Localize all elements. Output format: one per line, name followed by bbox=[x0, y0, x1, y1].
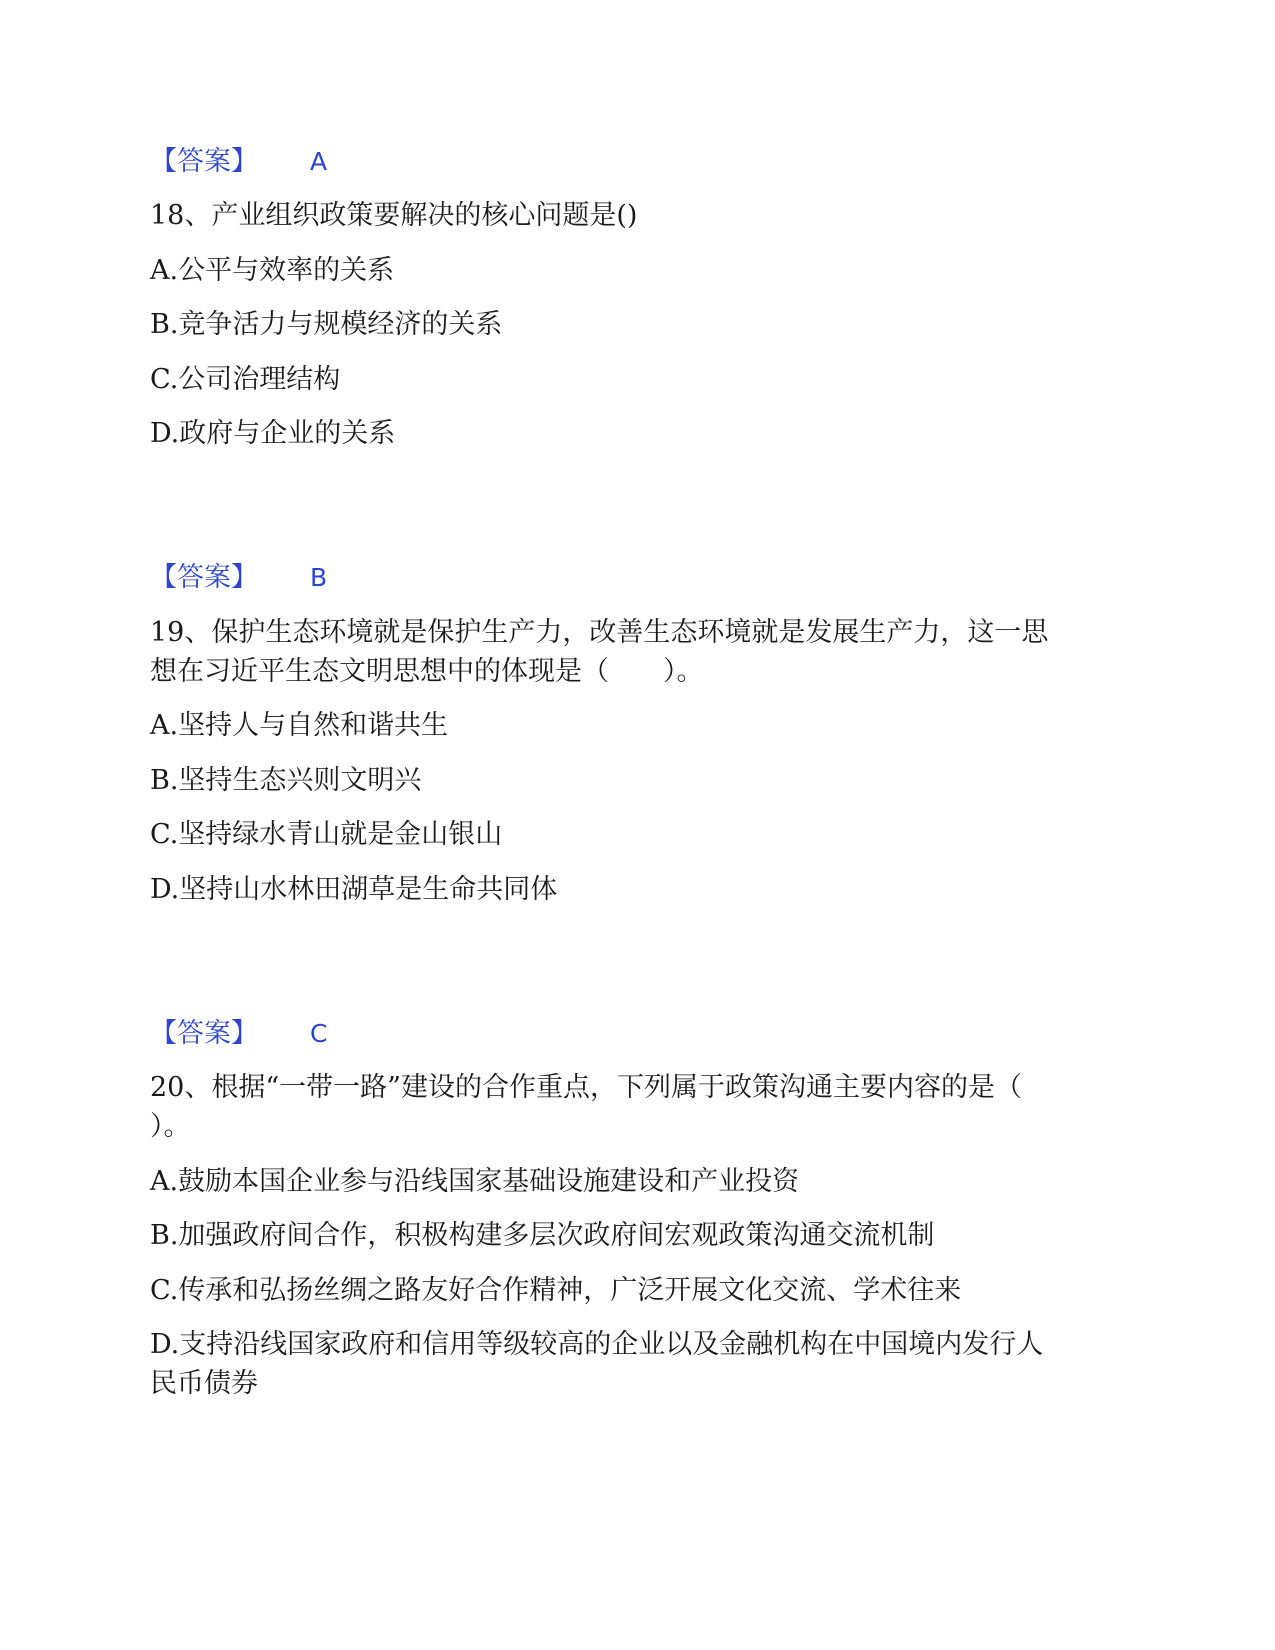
question-18-option-c: C.公司治理结构 bbox=[150, 364, 341, 395]
question-18-option-b: B.竞争活力与规模经济的关系 bbox=[150, 309, 503, 340]
question-19-option-d: D.坚持山水林田湖草是生命共同体 bbox=[150, 874, 558, 905]
question-20-option-b: B.加强政府间合作，积极构建多层次政府间宏观政策沟通交流机制 bbox=[150, 1220, 935, 1251]
question-20-option-d-line-2: 民币债券 bbox=[150, 1368, 258, 1399]
answer-line-19 bbox=[150, 1016, 327, 1052]
question-18-option-a: A.公平与效率的关系 bbox=[150, 255, 395, 286]
question-19-option-a: A.坚持人与自然和谐共生 bbox=[150, 710, 449, 741]
question-19-option-b: B.坚持生态兴则文明兴 bbox=[150, 765, 422, 796]
question-19-option-c: C.坚持绿水青山就是金山银山 bbox=[150, 819, 503, 850]
answer-value: A bbox=[310, 147, 328, 176]
answer-value: C bbox=[310, 1019, 328, 1048]
question-19-text-line-1: 19、保护生态环境就是保护生产力，改善生态环境就是发展生产力，这一思 bbox=[150, 617, 1049, 648]
question-20-option-d-line-1: D.支持沿线国家政府和信用等级较高的企业以及金融机构在中国境内发行人 bbox=[150, 1329, 1044, 1360]
question-20-text-line-2: ）。 bbox=[150, 1111, 191, 1142]
question-20-option-c: C.传承和弘扬丝绸之路友好合作精神，广泛开展文化交流、学术往来 bbox=[150, 1275, 962, 1306]
question-18-option-d: D.政府与企业的关系 bbox=[150, 418, 396, 449]
answer-value: B bbox=[310, 563, 328, 592]
answer-line-18 bbox=[150, 560, 327, 596]
answer-label: 【答案】 bbox=[150, 1018, 258, 1049]
answer-line-17 bbox=[150, 144, 327, 180]
question-18-text: 18、产业组织政策要解决的核心问题是() bbox=[150, 200, 638, 231]
answer-label: 【答案】 bbox=[150, 562, 258, 593]
question-19-text-line-2: 想在习近平生态文明思想中的体现是（ ）。 bbox=[150, 656, 704, 687]
question-20-text-line-1: 20、根据“一带一路”建设的合作重点，下列属于政策沟通主要内容的是（ bbox=[150, 1072, 1022, 1103]
answer-label: 【答案】 bbox=[150, 146, 258, 177]
question-20-option-a: A.鼓励本国企业参与沿线国家基础设施建设和产业投资 bbox=[150, 1166, 800, 1197]
